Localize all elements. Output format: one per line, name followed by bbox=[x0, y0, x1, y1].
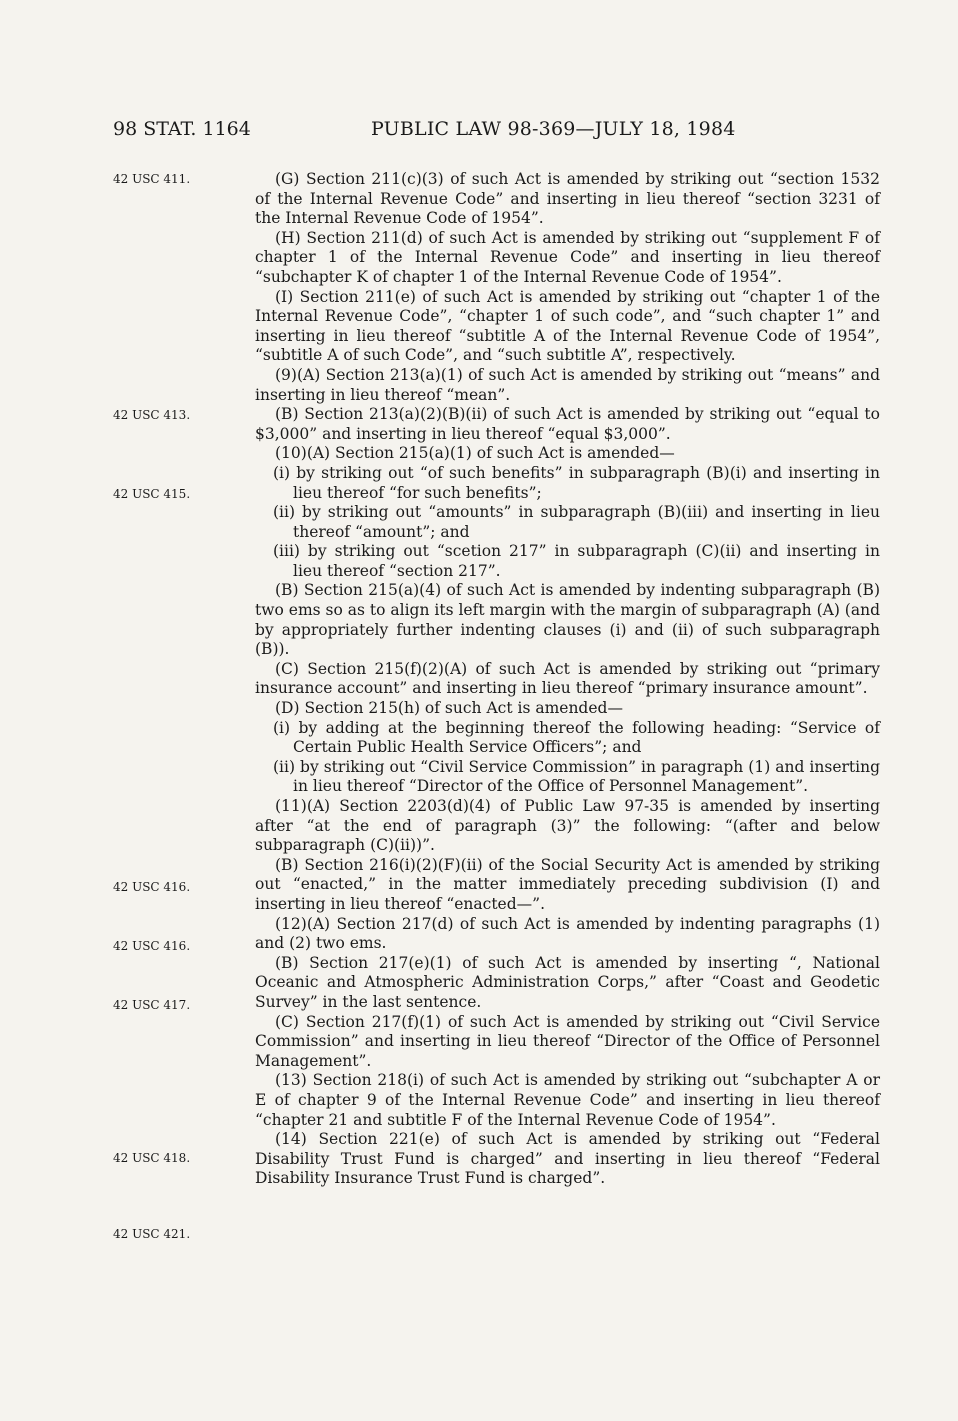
margin-citation: 42 USC 413. bbox=[113, 408, 191, 422]
paragraph: (B) Section 215(a)(4) of such Act is amended by indenting subparagraph (B) two ems so as to align its left margin with the margin of subparagraph (A) (and by appropriately further indenting clauses (i) and (ii) of such subparagraph (B)). bbox=[255, 581, 880, 659]
paragraph: (I) Section 211(e) of such Act is amended by striking out “chapter 1 of the Internal Revenue Code”, “chapter 1 of such code”, and “such chapter 1” and inserting in lieu thereof “subtitle A of the Internal Revenue Code of 1954”, “subtitle A of such Code”, and “such subtitle A”, respectively. bbox=[255, 287, 880, 365]
paragraph: (D) Section 215(h) of such Act is amended— bbox=[275, 699, 623, 718]
statute-page-number: 98 STAT. 1164 bbox=[113, 118, 251, 140]
page-title: PUBLIC LAW 98-369—JULY 18, 1984 bbox=[371, 118, 736, 140]
paragraph: (13) Section 218(i) of such Act is amended by striking out “subchapter A or E of chapter 9 of the Internal Revenue Code” and inserting in lieu thereof “chapter 21 and subtitle F of the Internal Revenue Code of 1954”. bbox=[255, 1071, 880, 1129]
clause: (ii) by striking out “Civil Service Commission” in paragraph (1) and inserting in lieu thereof “Director of the Office of Personnel Management”. bbox=[273, 757, 880, 796]
margin-citation: 42 USC 421. bbox=[113, 1227, 191, 1241]
paragraph: (10)(A) Section 215(a)(1) of such Act is amended— bbox=[275, 444, 675, 463]
margin-citation: 42 USC 416. bbox=[113, 880, 191, 894]
paragraph: (G) Section 211(c)(3) of such Act is amended by striking out “section 1532 of the Internal Revenue Code” and inserting in lieu thereof “section 3231 of the Internal Revenue Code of 1954”. bbox=[255, 170, 880, 228]
paragraph: (B) Section 216(i)(2)(F)(ii) of the Social Security Act is amended by striking out “enacted,” in the matter immediately preceding subdivision (I) and inserting in lieu thereof “enacted—”. bbox=[255, 855, 880, 913]
paragraph: (14) Section 221(e) of such Act is amended by striking out “Federal Disability Trust Fund is charged” and inserting in lieu thereof “Federal Disability Insurance Trust Fund is charged”. bbox=[255, 1130, 880, 1188]
paragraph: (B) Section 217(e)(1) of such Act is amended by inserting “, National Oceanic and Atmospheric Administration Corps,” after “Coast and Geodetic Survey” in the last sentence. bbox=[255, 953, 880, 1011]
margin-citation: 42 USC 417. bbox=[113, 998, 191, 1012]
margin-citation: 42 USC 418. bbox=[113, 1151, 191, 1165]
paragraph: (H) Section 211(d) of such Act is amended by striking out “supplement F of chapter 1 of the Internal Revenue Code” and inserting in lieu thereof “subchapter K of chapter 1 of the Internal Revenue Code of 1954”. bbox=[255, 228, 880, 286]
statute-body bbox=[255, 170, 880, 1189]
margin-citation: 42 USC 411. bbox=[113, 172, 191, 186]
paragraph: (12)(A) Section 217(d) of such Act is amended by indenting paragraphs (1) and (2) two ems. bbox=[255, 914, 880, 953]
margin-citation: 42 USC 415. bbox=[113, 487, 191, 501]
clause: (i) by striking out “of such benefits” in subparagraph (B)(i) and inserting in lieu thereof “for such benefits”; bbox=[273, 463, 880, 502]
page-header bbox=[0, 118, 958, 148]
paragraph: (C) Section 217(f)(1) of such Act is amended by striking out “Civil Service Commission” and inserting in lieu thereof “Director of the Office of Personnel Management”. bbox=[255, 1012, 880, 1070]
clause: (iii) by striking out “scetion 217” in subparagraph (C)(ii) and inserting in lieu thereof “section 217”. bbox=[273, 542, 880, 580]
paragraph: (9)(A) Section 213(a)(1) of such Act is amended by striking out “means” and inserting in lieu thereof “mean”. bbox=[255, 365, 880, 404]
clause: (i) by adding at the beginning thereof the following heading: “Service of Certain Public Health Service Officers”; and bbox=[273, 718, 880, 757]
margin-citation: 42 USC 416. bbox=[113, 939, 191, 953]
paragraph: (B) Section 213(a)(2)(B)(ii) of such Act is amended by striking out “equal to $3,000” and inserting in lieu thereof “equal $3,000”. bbox=[255, 405, 880, 443]
paragraph: (C) Section 215(f)(2)(A) of such Act is amended by striking out “primary insurance account” and inserting in lieu thereof “primary insurance amount”. bbox=[255, 659, 880, 698]
paragraph: (11)(A) Section 2203(d)(4) of Public Law 97-35 is amended by inserting after “at the end of paragraph (3)” the following: “(after and below subparagraph (C)(ii))”. bbox=[255, 797, 880, 855]
clause: (ii) by striking out “amounts” in subparagraph (B)(iii) and inserting in lieu thereof “amount”; and bbox=[273, 503, 880, 541]
